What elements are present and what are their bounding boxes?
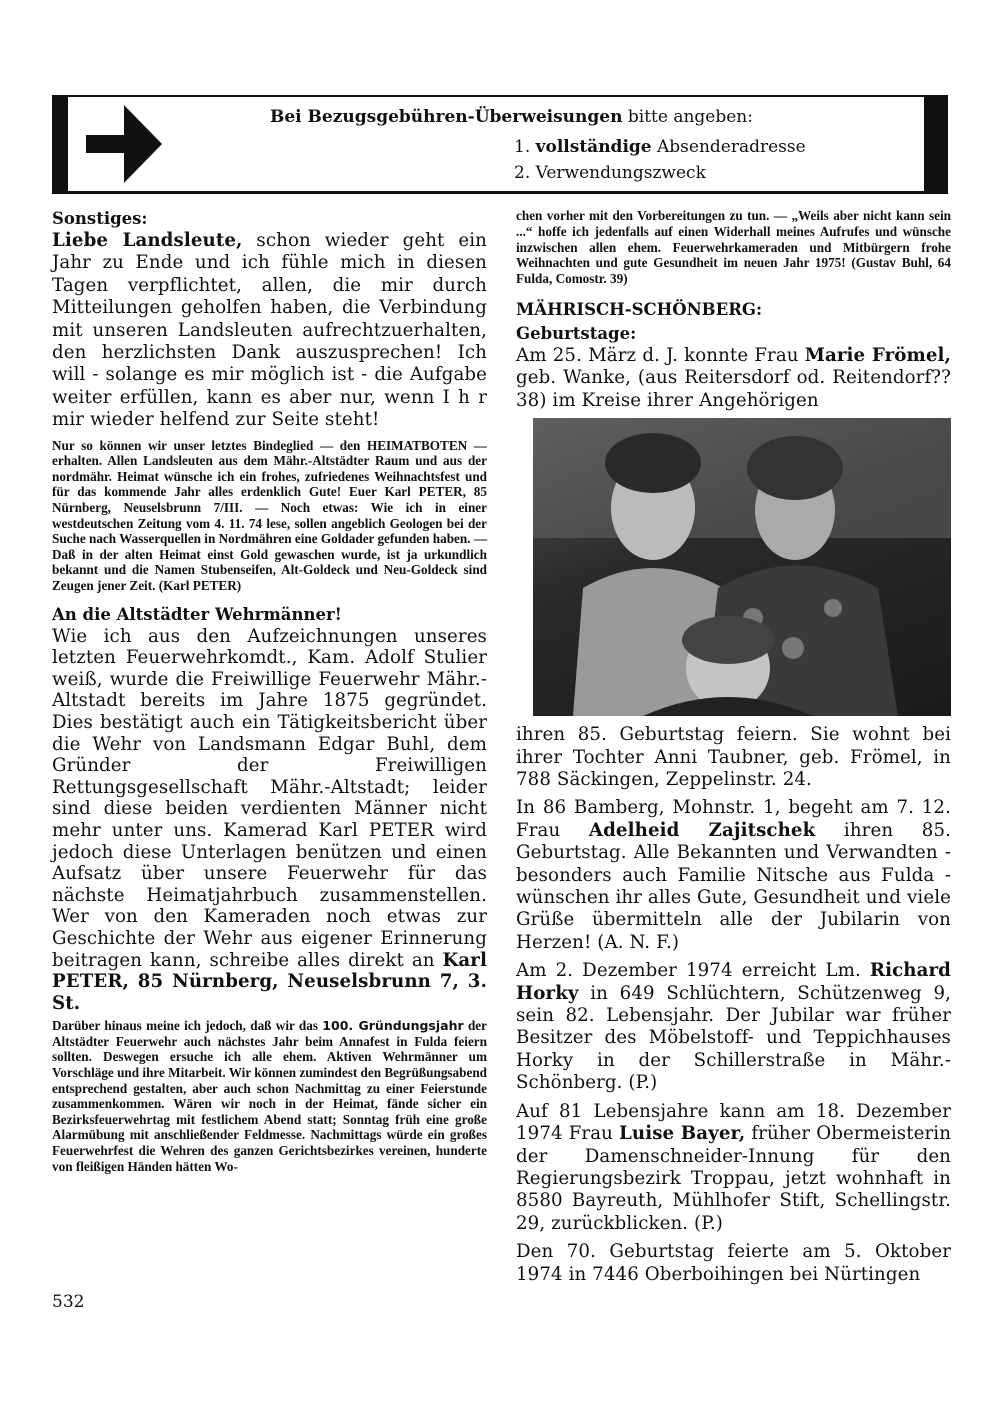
notice-item1-num: 1. [514, 137, 536, 157]
text-run: chen vorher mit den Vorbereitungen zu tun. — „Weils aber nicht kann sein ...“ hoffe ich jedenfalls auf einen Widerhall meines Aufrufes und wünsche inzwischen allen ehem. Feuerwehrkameraden und Mitbürgern frohe Weihnachten und gute Gesundheit im neuen Jahr 1975! (Gustav Buhl, 64 Fulda, Comostr. 39) [516, 208, 951, 287]
article-paragraph [52, 438, 487, 594]
notice-line1-rest: bitte angeben: [622, 107, 753, 127]
article-paragraph [516, 208, 951, 287]
text-run: der Altstädter Feuerwehr auch nächstes Jahr beim Annafest in Fulda feiern sollten. Deswegen ersuche ich alle ehem. Aktiven Wehrmänner um Vorschläge und ihre Mitarbeit. Wir können zumindest den Begrüßungsabend entsprechend gestalten, aber auch schon Nachmittag zu einer Feierstunde zusammenkommen. Wären wir noch in der Heimat, fände sicher ein Bezirksfeuerwehrtag mit festlichem Abend statt; Sonntag früh eine große Alarmübung mit anschließender Feldmesse. Nachmittags würde ein großes Feuerwehrfest die Wehren des ganzen Gerichtsbezirkes vereinen, hunderte von fleißigen Händen hätten Wo- [52, 1018, 487, 1174]
bold-text: Marie Frömel, [804, 344, 951, 366]
bold-text: Liebe Landsleute, [52, 230, 243, 251]
text-run: schon wieder geht ein Jahr zu Ende und ich fühle mich in diesen Tagen verpflichtet, allen, die mir durch Mitteilungen geholfen haben, die Verbindung mit unseren Landsleuten aufrechtzuerhalten, den herzlichsten Dank auszusprechen! Ich will - solange es mir möglich ist - die Aufgabe weiter erfüllen, kann es aber nur, wenn I h r mir wieder helfend zur Seite steht! [52, 230, 487, 431]
article-paragraph [516, 797, 951, 954]
section-heading-maehrisch-schoenberg: MÄHRISCH-SCHÖNBERG: [516, 299, 763, 319]
text-run: Am 2. Dezember 1974 erreicht Lm. [516, 960, 870, 982]
text-run: In 86 Bamberg, Mohnstr. 1, begeht am 7. 12. Frau [516, 797, 951, 841]
text-run: Nur so können wir unser letztes Bindeglied — den HEIMATBOTEN — erhalten. Allen Landsleuten aus dem Mähr.-Altstädter Raum und aus der nordmähr. Heimat wünsche ich ein frohes, zufriedenes Weihnachtsfest und für das kommende Jahr alles erdenklich Gute! Euer Karl PETER, 85 Nürnberg, Neuselsbrunn 7/III. — Noch etwas: Wie ich in einer westdeutschen Zeitung vom 4. 11. 74 lese, sollen angeblich Geologen bei der Suche nach Wasserquellen in Nordmähren eine Goldader gefunden haben. — Daß in der alten Heimat einst Gold gewaschen wurde, ist ja urkundlich bekannt und die Namen Stubenseifen, Alt-Goldeck und Neu-Goldeck sind Zeugen jener Zeit. (Karl PETER) [52, 437, 488, 593]
notice-item1-bold: vollständige [535, 137, 652, 157]
text-run: in 649 Schlüchtern, Schützenweg 9, sein 82. Lebensjahr. Der Jubilar war früher Besitzer des Möbelstoff- und Teppichhauses Horky in der Schillerstraße in Mähr.-Schönberg. (P.) [516, 982, 951, 1094]
bold-text: Richard Horky [516, 960, 951, 1004]
bold-text: Karl PETER, 85 Nürnberg, Neuselsbrunn 7, 3. St. [52, 949, 487, 1014]
subscription-notice-box [52, 95, 948, 194]
text-run: Wie ich aus den Aufzeichnungen unseres letzten Feuerwehrkomdt., Kam. Adolf Stulier weiß, wurde die Freiwillige Feuerwehr Mähr.-Altstadt bereits im Jahre 1875 gegründet. Dies bestätigt auch ein Tätigkeitsbericht über die Wehr von Landsmann Edgar Buhl, dem Gründer der Freiwilligen Rettungsgesellschaft Mähr.-Altstadt; leider sind diese beiden verdienten Männer nicht mehr unter uns. Kamerad Karl PETER wird jedoch diese Unterlagen benützen und einen Aufsatz über unsere Feuerwehr für das nächste Heimatjahrbuch zusammenstellen. Wer von den Kameraden noch etwas zur Geschichte der Wehr aus eigener Erinnerung beitragen kann, schreibe alles direkt an [52, 625, 487, 971]
notice-item1-rest: Absenderadresse [651, 137, 806, 157]
article-paragraph [516, 724, 951, 791]
text-run: geb. Wanke, (aus Reitersdorf od. Reitendorf?? 38) im Kreise ihrer Angehörigen [516, 367, 951, 411]
text-run: Auf 81 Lebensjahre kann am 18. Dezember 1974 Frau [516, 1100, 951, 1145]
article-paragraph [52, 230, 487, 432]
notice-line1 [270, 107, 753, 127]
right-column [516, 208, 951, 1286]
section-heading-sonstiges: Sonstiges: [52, 209, 148, 228]
text-run: ihren 85. Geburtstag feiern. Sie wohnt bei ihrer Tochter Anni Taubner, geb. Frömel, in 788 Säckingen, Zeppelinstr. 24. [516, 724, 951, 791]
bold-text: Adelheid Zajitschek [588, 819, 816, 841]
article-paragraph [52, 1018, 487, 1174]
bold-text: Luise Bayer, [619, 1123, 746, 1145]
text-run: Den 70. Geburtstag feierte am 5. Oktober 1974 in 7446 Oberboihingen bei Nürtingen [516, 1241, 951, 1285]
notice-bar-left [52, 97, 68, 191]
left-column [52, 208, 487, 1174]
birthday-group-photo [533, 418, 951, 716]
bold-text: 100. Gründungsjahr [322, 1018, 464, 1034]
notice-item2: 2. Verwendungszweck [514, 163, 706, 183]
page-number: 532 [52, 1292, 85, 1312]
text-run: früher Obermeisterin der Damenschneider-Innung für den Regierungsbezirk Troppau, jetzt wohnhaft in 8580 Bayreuth, Mühlhofer Stift, Schellingstr. 29, zurückblicken. (P.) [516, 1123, 952, 1234]
notice-line1-bold: Bei Bezugsgebühren-Überweisungen [270, 107, 623, 127]
article-paragraph [52, 626, 487, 1015]
notice-bar-right [924, 97, 948, 191]
text-run: ihren 85. Geburtstag. Alle Bekannten und Verwandten - besonders auch Familie Nitsche aus Fulda - wünschen ihr alles Gute, Gesundheit und viele Grüße übermitteln alle der Jubilarin von Herzen! (A. N. F.) [516, 819, 951, 953]
arrow-right-icon [78, 101, 168, 187]
article-paragraph [516, 1241, 951, 1286]
subheading-geburtstage: Geburtstage: [516, 323, 637, 343]
text-run: Am 25. März d. J. konnte Frau [516, 344, 805, 366]
text-run: Darüber hinaus meine ich jedoch, daß wir das [52, 1018, 323, 1034]
article-paragraph [516, 1101, 951, 1235]
article-paragraph [516, 960, 951, 1094]
article-paragraph [516, 345, 951, 412]
section-heading-wehrmaenner: An die Altstädter Wehrmänner! [52, 604, 342, 624]
notice-item1 [514, 137, 806, 157]
